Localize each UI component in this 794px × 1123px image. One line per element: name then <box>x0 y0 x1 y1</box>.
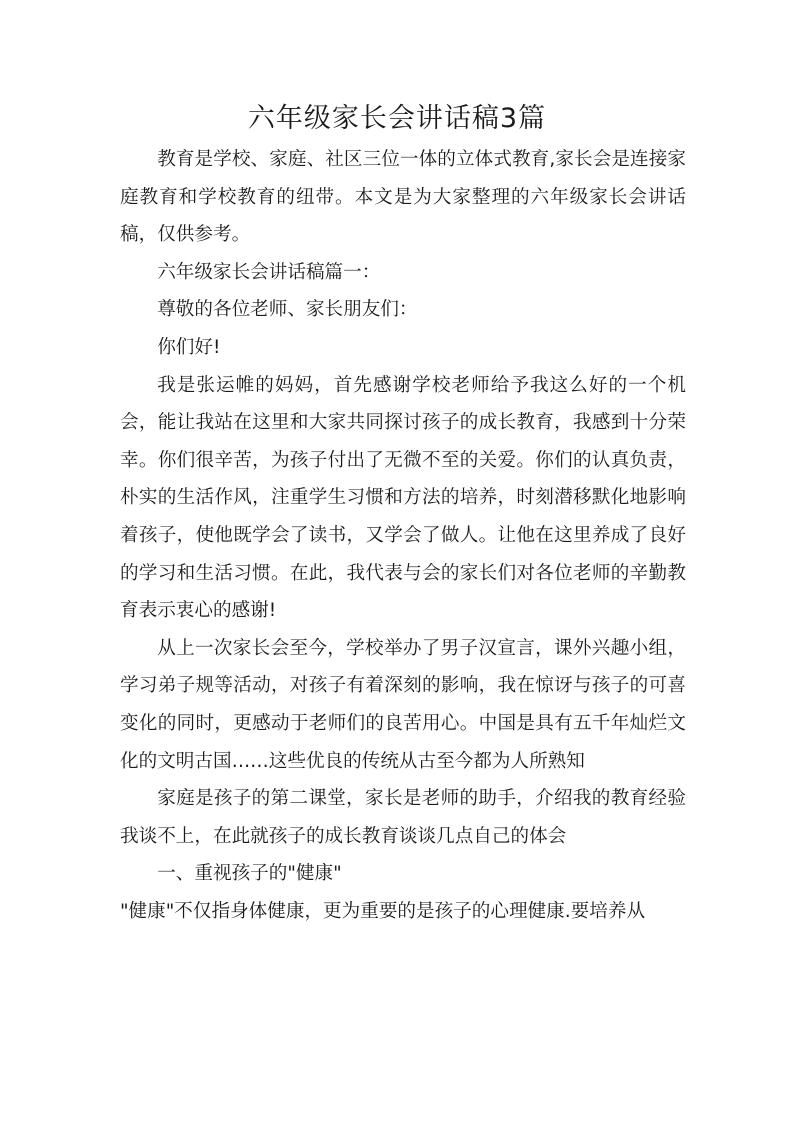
paragraph-family-classroom: 家庭是孩子的第二课堂，家长是老师的助手，介绍我的教育经验我谈不上，在此就孩子的成长教育谈谈几点自己的体会 <box>120 788 686 847</box>
paragraph-salutation: 尊敬的各位老师、家长朋友们： <box>157 299 418 321</box>
paragraph-intro: 教育是学校、家庭、社区三位一体的立体式教育,家长会是连接家庭教育和学校教育的纽带。本文是为大家整理的六年级家长会讲话稿，仅供参考。 <box>120 149 686 246</box>
paragraph-health: "健康"不仅指身体健康，更为重要的是孩子的心理健康.要培养从 <box>120 900 646 922</box>
paragraph-thanks: 我是张运帷的妈妈，首先感谢学校老师给予我这么好的一个机会，能让我站在这里和大家共同探讨孩子的成长教育，我感到十分荣幸。你们很辛苦，为孩子付出了无微不至的关爱。你们的认真负责，朴实的生活作风，注重学生习惯和方法的培养，时刻潜移默化地影响着孩子，使他既学会了读书，又学会了做人。让他在这里养成了良好的学习和生活习惯。在此，我代表与会的家长们对各位老师的辛勤教育表示衷心的感谢! <box>120 374 686 622</box>
document-body <box>120 141 686 930</box>
paragraph-section-heading: 六年级家长会讲话稿篇一： <box>157 261 381 283</box>
paragraph-activities: 从上一次家长会至今，学校举办了男子汉宣言，课外兴趣小组，学习弟子规等活动，对孩子有着深刻的影响，我在惊讶与孩子的可喜变化的同时，更感动于老师们的良苦用心。中国是具有五千年灿烂文化的文明古国……这些优良的传统从古至今都为人所熟知 <box>120 637 686 772</box>
paragraph-point-one-heading: 一、重视孩子的"健康" <box>157 863 342 885</box>
paragraph-greeting: 你们好! <box>157 336 221 358</box>
document-title: 六年级家长会讲话稿3篇 <box>247 103 547 134</box>
